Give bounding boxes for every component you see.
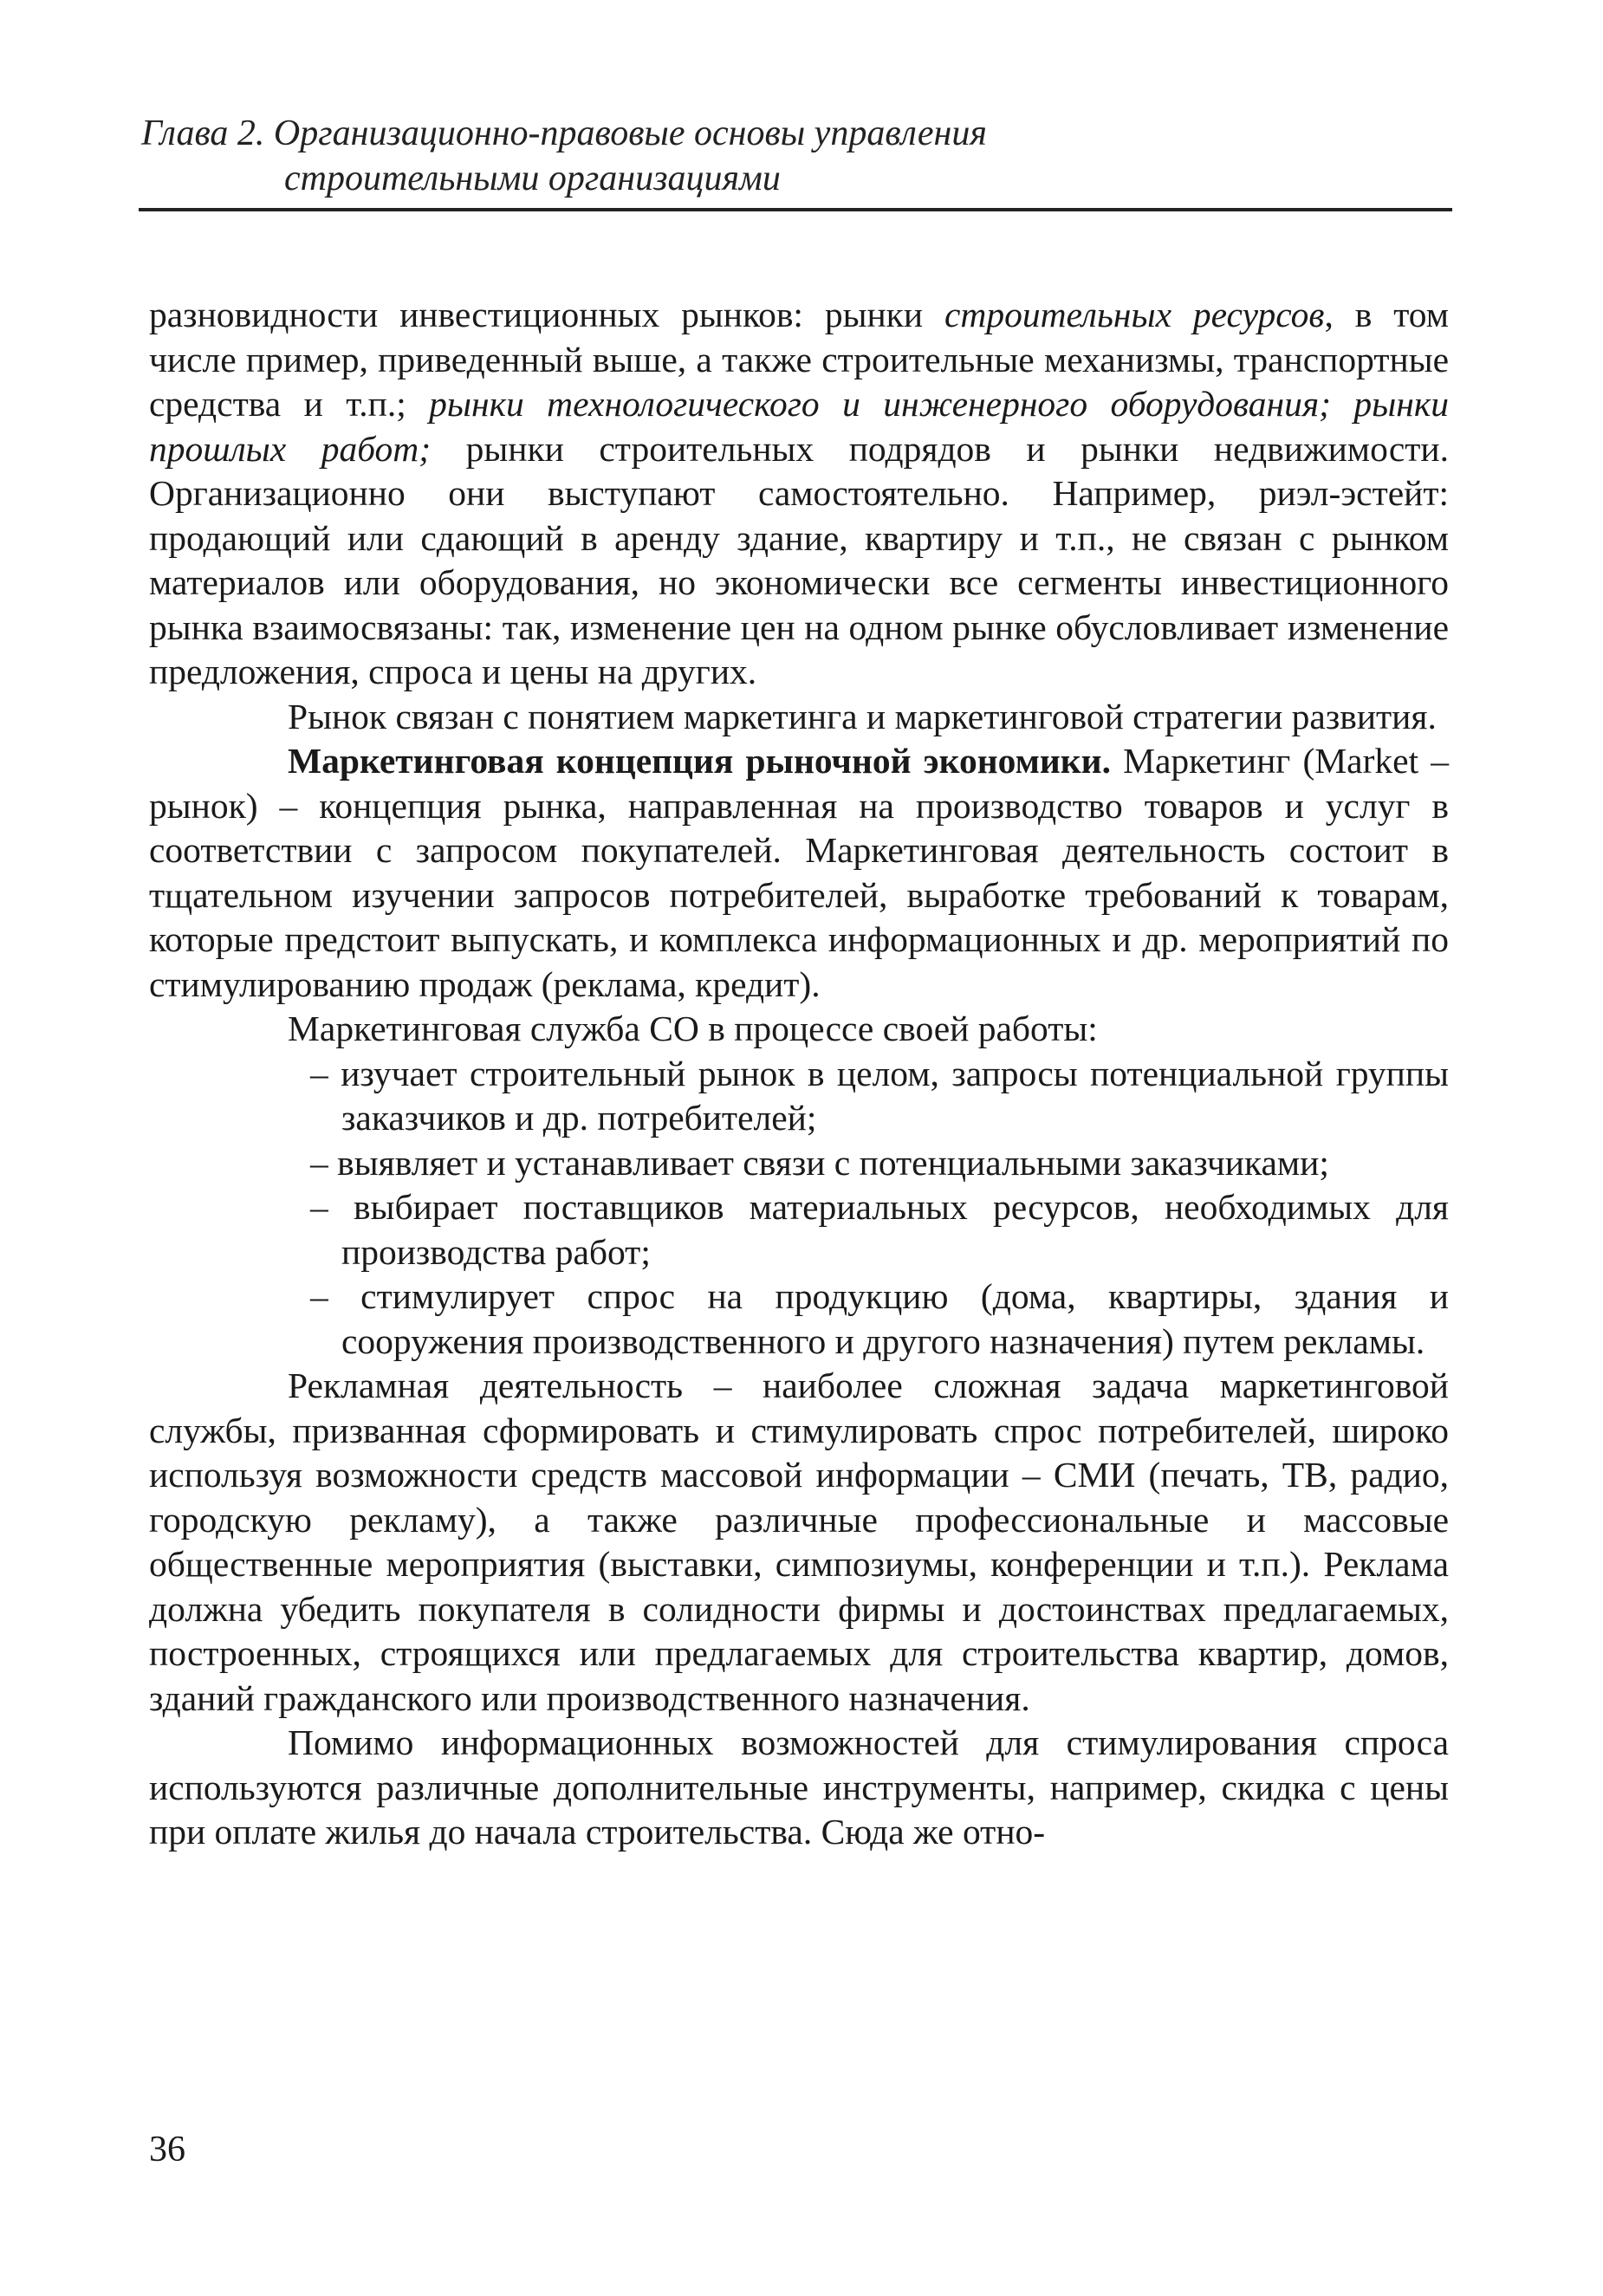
list-item: – выбирает поставщиков материальных ресурсов, необходимых для производства работ; — [310, 1187, 1449, 1272]
paragraph-continuation — [149, 293, 1449, 695]
paragraph-additional-tools: Помимо информационных возможностей для стимулирования спроса используются различные дополнительные инструменты, например, скидка с цены при оплате жилья до начала строительства. Сюда же отно- — [149, 1722, 1449, 1852]
header-rule — [139, 208, 1452, 211]
chapter-title-line-2: строительными организациями — [284, 159, 781, 198]
section-heading: Маркетинговая концепция рыночной экономики. — [288, 741, 1111, 781]
italic-term: рынки технологического и инженерного оборудования; рынки прошлых работ; — [149, 384, 1449, 469]
paragraph-text: Маркетинг (Market – рынок) – концепция рынка, направленная на производство товаров и услуг в соответствии с запросом покупателей. Маркетинговая деятельность состоит в тщательном изучении запросов потребителей, выработке требований к товарам, которые предстоит выпускать, и комплекса информационных и др. мероприятий по стимулированию продаж (реклама, кредит). — [149, 741, 1450, 1004]
chapter-title-line-1: Глава 2. Организационно-правовые основы управления — [141, 114, 987, 153]
italic-term: строительных ресурсов — [944, 295, 1325, 334]
running-header — [141, 111, 1451, 201]
paragraph-text: рынки строительных подрядов и рынки недвижимости. Организационно они выступают самостоятельно. Например, риэл-эстейт: продающий или сдающий в аренду здание, квартиру и т.п., не связан с рынком материалов или оборудования, но экономически все сегменты инвестиционного рынка взаимосвязаны: так, изменение цен на одном рынке обусловливает изменение предложения, спроса и цены на других. — [149, 428, 1449, 691]
paragraph-text: разновидности инвестиционных рынков: рынки — [149, 295, 944, 334]
list-item: – изучает строительный рынок в целом, запросы потенциальной группы заказчиков и др. потребителей; — [310, 1053, 1449, 1138]
marketing-tasks-list — [149, 1052, 1449, 1365]
paragraph-marketing-concept — [149, 739, 1449, 1007]
list-intro: Маркетинговая служба СО в процессе своей работы: — [288, 1009, 1098, 1048]
list-item: – выявляет и устанавливает связи с потенциальными заказчиками; — [310, 1142, 1329, 1183]
page-body — [149, 293, 1449, 1855]
paragraph-advertising: Рекламная деятельность – наиболее сложная задача маркетинговой службы, призванная сформировать и стимулировать спрос потребителей, широко используя возможности средств массовой информации – СМИ (печать, ТВ, радио, городскую рекламу), а также различные профессиональные и массовые общественные мероприятия (выставки, симпозиумы, конференции и т.п.). Реклама должна убедить покупателя в солидности фирмы и достоинствах предлагаемых, построенных, строящихся или предлагаемых для строительства квартир, домов, зданий гражданского или производственного назначения. — [149, 1365, 1449, 1718]
list-item: – стимулирует спрос на продукцию (дома, квартиры, здания и сооружения производственного и другого назначения) путем рекламы. — [310, 1276, 1449, 1361]
paragraph-market-marketing: Рынок связан с понятием маркетинга и маркетинговой стратегии развития. — [288, 696, 1437, 736]
page-number: 36 — [149, 2130, 185, 2170]
paragraph-text: , в том числе пример, приведенный выше, а также строительные механизмы, транспортные средства и т.п.; — [149, 295, 1450, 424]
